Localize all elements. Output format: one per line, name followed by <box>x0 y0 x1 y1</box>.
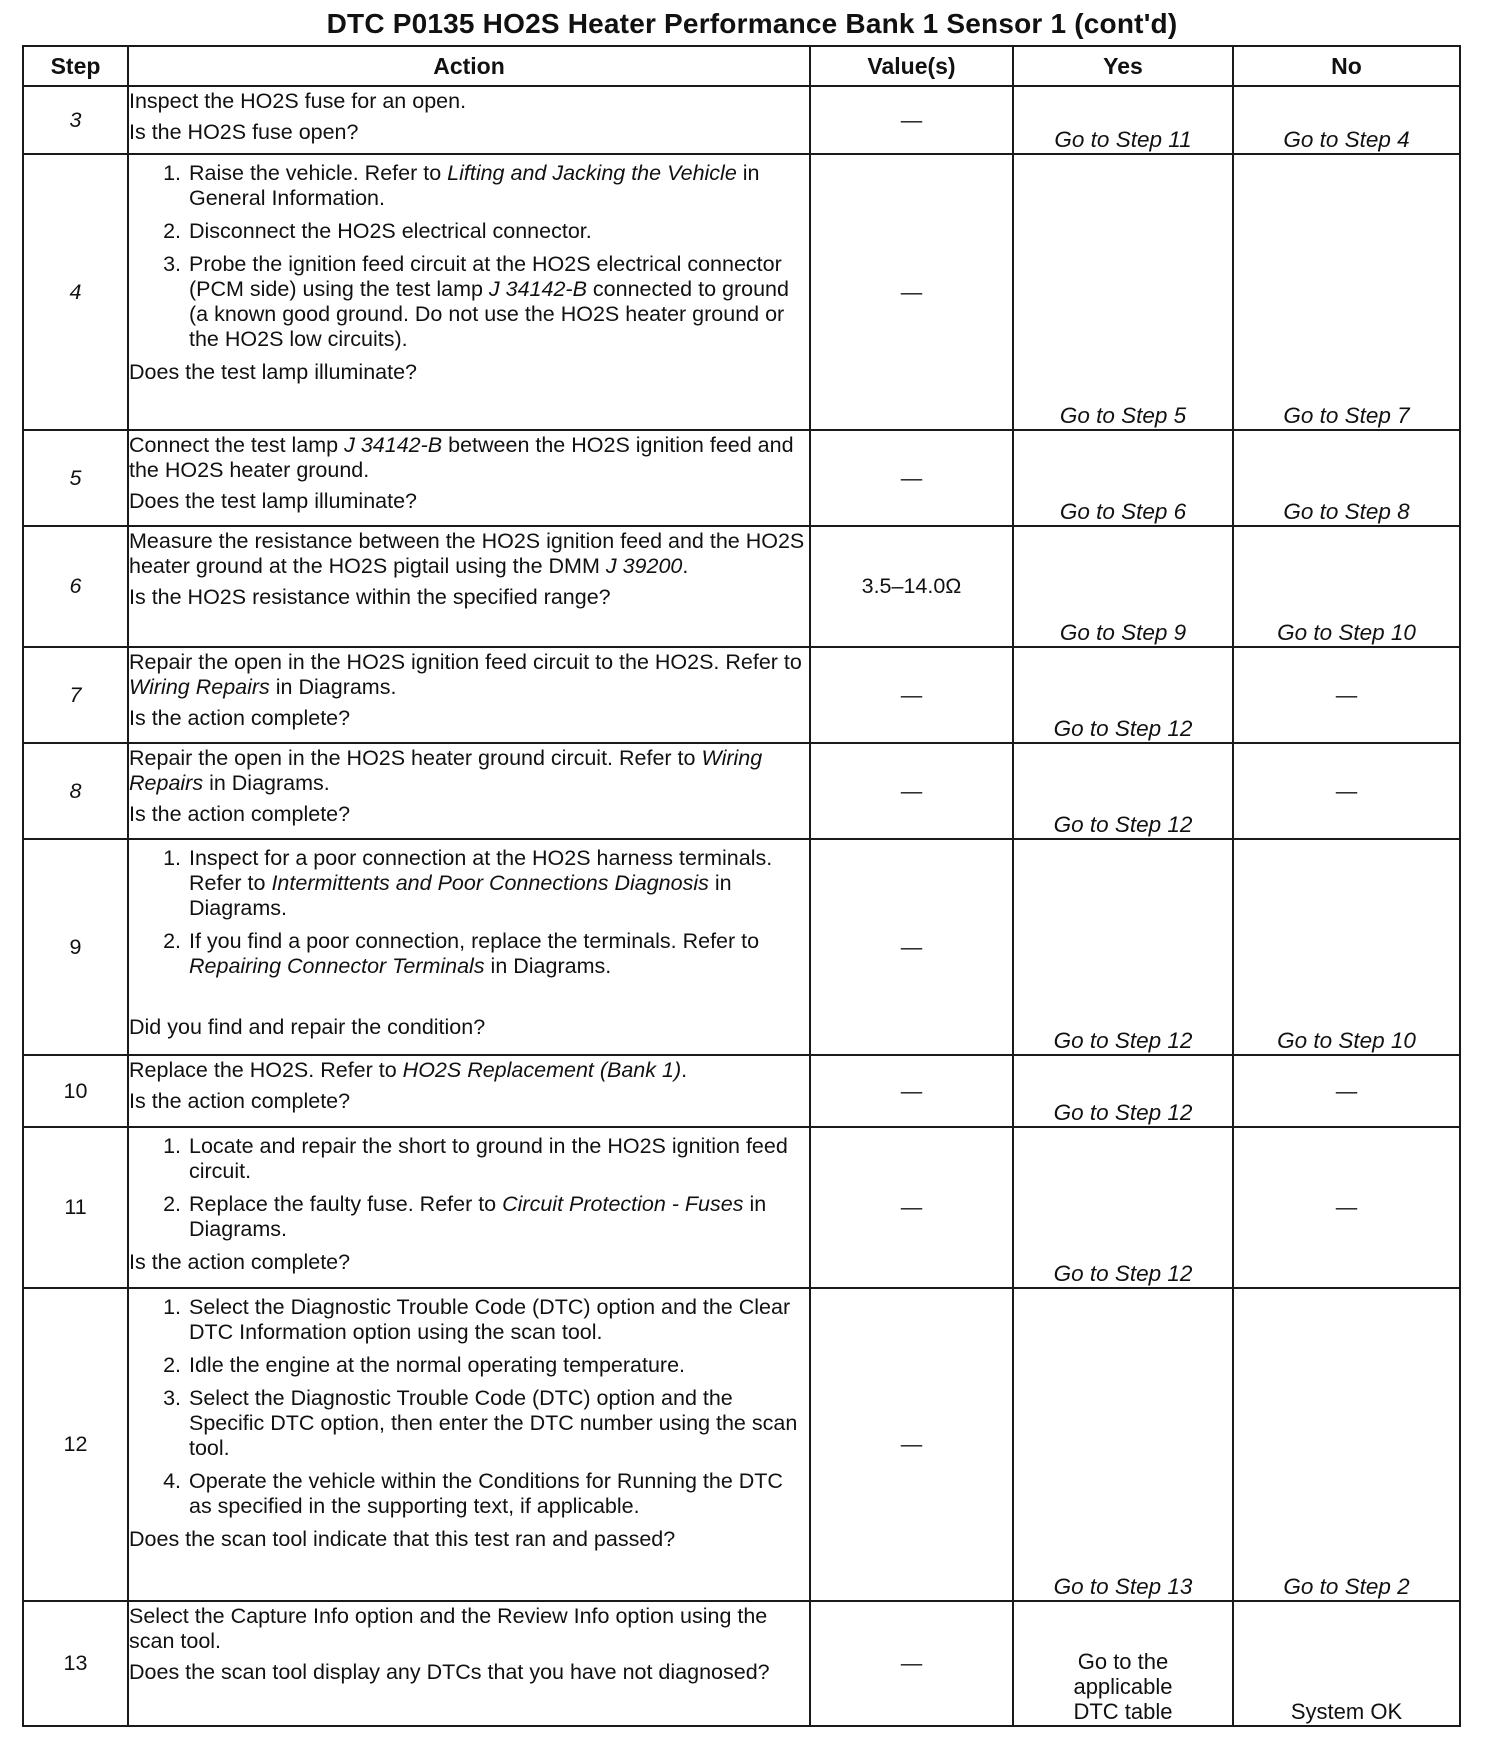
yes-cell <box>1013 86 1233 154</box>
list-item <box>187 252 809 352</box>
list-item <box>187 846 809 921</box>
diagnostic-table <box>22 45 1461 1727</box>
action-text: Idle the engine at the normal operating temperature. <box>189 1353 686 1377</box>
yes-cell <box>1013 1127 1233 1288</box>
tool-reference: J 39200 <box>605 554 683 578</box>
action-text: Repair the open in the HO2S ignition feed circuit to the HO2S. Refer to <box>129 650 802 674</box>
no-cell <box>1233 839 1460 1055</box>
step-number: 4 <box>23 154 128 430</box>
yes-cell <box>1013 647 1233 743</box>
action-cell <box>128 430 810 526</box>
yes-goto: Go to Step 12 <box>1053 1100 1193 1125</box>
yes-cell <box>1013 526 1233 647</box>
action-list <box>129 1134 809 1242</box>
action-text: Inspect the HO2S fuse for an open. <box>129 89 467 113</box>
table-row <box>23 1601 1460 1726</box>
step-number: 10 <box>23 1055 128 1127</box>
value-cell: — <box>810 1127 1013 1288</box>
action-text: Replace the HO2S. Refer to <box>129 1058 403 1082</box>
yes-goto: Go to Step 11 <box>1054 127 1192 152</box>
list-item <box>187 1353 809 1378</box>
table-row <box>23 743 1460 839</box>
step-number: 13 <box>23 1601 128 1726</box>
header-no: No <box>1233 46 1460 86</box>
no-cell: — <box>1233 1055 1460 1127</box>
action-text: Raise the vehicle. Refer to <box>189 161 448 185</box>
action-text: Select the Diagnostic Trouble Code (DTC) option and the Specific DTC option, then enter the DTC number using the scan tool. <box>189 1386 798 1460</box>
list-item <box>187 219 809 244</box>
no-cell <box>1233 154 1460 430</box>
reference-link: Lifting and Jacking the Vehicle <box>447 161 737 185</box>
yes-goto: Go to Step 12 <box>1053 716 1193 741</box>
action-question: Does the scan tool display any DTCs that you have not diagnosed? <box>129 1660 770 1684</box>
action-text: . <box>681 1058 688 1082</box>
no-cell <box>1233 86 1460 154</box>
step-number: 5 <box>23 430 128 526</box>
no-cell: — <box>1233 647 1460 743</box>
yes-goto: Go to Step 12 <box>1053 1028 1193 1053</box>
no-result: System OK <box>1290 1699 1403 1724</box>
header-yes: Yes <box>1013 46 1233 86</box>
action-text: If you find a poor connection, replace the terminals. Refer to <box>189 929 760 953</box>
action-text: Measure the resistance between the HO2S ignition feed and the HO2S heater ground at the HO2S pigtail using the DMM <box>129 529 805 578</box>
action-text: in General Information. <box>189 161 760 210</box>
action-list <box>129 161 809 352</box>
list-item <box>187 929 809 979</box>
list-item <box>187 1134 809 1184</box>
reference-link: Circuit Protection - Fuses <box>502 1192 744 1216</box>
table-row <box>23 1127 1460 1288</box>
header-action: Action <box>128 46 810 86</box>
table-row <box>23 154 1460 430</box>
action-question: Is the action complete? <box>129 1250 351 1274</box>
tool-reference: J 34142-B <box>488 277 587 301</box>
no-goto: Go to Step 10 <box>1277 1028 1416 1053</box>
reference-link: Intermittents and Poor Connections Diagnosis <box>271 871 709 895</box>
list-item <box>187 1192 809 1242</box>
value-cell: — <box>810 839 1013 1055</box>
action-cell <box>128 86 810 154</box>
step-number: 9 <box>23 839 128 1055</box>
action-cell <box>128 1055 810 1127</box>
yes-cell <box>1013 1601 1233 1726</box>
yes-cell <box>1013 743 1233 839</box>
action-text: Inspect for a poor connection at the HO2S harness terminals. Refer to <box>189 846 773 895</box>
action-cell <box>128 1127 810 1288</box>
action-question: Is the action complete? <box>129 706 351 730</box>
action-cell <box>128 839 810 1055</box>
yes-goto: Go to Step 6 <box>1059 499 1187 524</box>
list-item <box>187 161 809 211</box>
yes-goto: Go to Step 13 <box>1053 1574 1193 1599</box>
yes-cell <box>1013 430 1233 526</box>
action-text: in Diagrams. <box>269 675 397 699</box>
action-question: Does the test lamp illuminate? <box>129 489 418 513</box>
table-row <box>23 839 1460 1055</box>
no-cell <box>1233 430 1460 526</box>
yes-cell <box>1013 1055 1233 1127</box>
value-cell: — <box>810 430 1013 526</box>
action-question: Is the action complete? <box>129 802 351 826</box>
table-row <box>23 1288 1460 1601</box>
table-row <box>23 647 1460 743</box>
yes-cell <box>1013 839 1233 1055</box>
value-cell: — <box>810 647 1013 743</box>
action-text: Repair the open in the HO2S heater ground circuit. Refer to <box>129 746 702 770</box>
yes-goto: Go to Step 12 <box>1053 1261 1193 1286</box>
table-row <box>23 526 1460 647</box>
value-cell: 3.5–14.0Ω <box>810 526 1013 647</box>
action-text: . <box>682 554 689 578</box>
list-item <box>187 1469 809 1519</box>
yes-goto: Go to Step 9 <box>1059 620 1187 645</box>
action-text: Disconnect the HO2S electrical connector. <box>189 219 592 243</box>
action-text: between the HO2S ignition feed and the HO2S heater ground. <box>129 433 794 482</box>
action-text: in Diagrams. <box>189 1192 767 1241</box>
action-cell <box>128 743 810 839</box>
no-cell <box>1233 526 1460 647</box>
step-number: 8 <box>23 743 128 839</box>
no-cell: — <box>1233 743 1460 839</box>
yes-goto: Go to the applicable DTC table <box>1073 1649 1173 1724</box>
action-text: Connect the test lamp <box>129 433 345 457</box>
action-cell <box>128 154 810 430</box>
step-number: 7 <box>23 647 128 743</box>
header-step: Step <box>23 46 128 86</box>
yes-cell <box>1013 1288 1233 1601</box>
table-row <box>23 86 1460 154</box>
no-goto: Go to Step 4 <box>1283 127 1410 152</box>
table-row <box>23 430 1460 526</box>
step-number: 6 <box>23 526 128 647</box>
action-question: Is the action complete? <box>129 1089 351 1113</box>
action-text: Select the Capture Info option and the Review Info option using the scan tool. <box>129 1604 768 1653</box>
reference-link: Wiring Repairs <box>129 746 763 795</box>
action-question: Is the HO2S resistance within the specified range? <box>129 585 611 609</box>
list-item <box>187 1295 809 1345</box>
action-question: Is the HO2S fuse open? <box>129 120 359 144</box>
table-row <box>23 1055 1460 1127</box>
list-item <box>187 1386 809 1461</box>
action-text: in Diagrams. <box>203 771 330 795</box>
action-cell <box>128 1601 810 1726</box>
step-number: 12 <box>23 1288 128 1601</box>
value-cell: — <box>810 154 1013 430</box>
tool-reference: J 34142-B <box>344 433 443 457</box>
action-text: in Diagrams. <box>189 871 732 920</box>
value-cell: — <box>810 1601 1013 1726</box>
reference-link: HO2S Replacement (Bank 1) <box>402 1058 682 1082</box>
action-list <box>129 1295 809 1519</box>
action-text: in Diagrams. <box>484 954 612 978</box>
no-goto: Go to Step 10 <box>1277 620 1416 645</box>
value-cell: — <box>810 1055 1013 1127</box>
header-values: Value(s) <box>810 46 1013 86</box>
action-text: Replace the faulty fuse. Refer to <box>189 1192 503 1216</box>
action-text: Operate the vehicle within the Conditions for Running the DTC as specified in the supporting text, if applicable. <box>189 1469 783 1518</box>
action-cell <box>128 526 810 647</box>
no-goto: Go to Step 2 <box>1283 1574 1410 1599</box>
action-list <box>129 846 809 979</box>
action-text: Probe the ignition feed circuit at the HO2S electrical connector (PCM side) using the test lamp <box>189 252 782 301</box>
action-text: connected to ground (a known good ground. Do not use the HO2S heater ground or the HO2S low circuits). <box>189 277 789 351</box>
reference-link: Repairing Connector Terminals <box>189 954 485 978</box>
reference-link: Wiring Repairs <box>129 675 270 699</box>
action-text: Select the Diagnostic Trouble Code (DTC) option and the Clear DTC Information option using the scan tool. <box>189 1295 791 1344</box>
action-question: Did you find and repair the condition? <box>129 1015 486 1039</box>
step-number: 3 <box>23 86 128 154</box>
action-question: Does the scan tool indicate that this test ran and passed? <box>129 1527 676 1551</box>
value-cell: — <box>810 743 1013 839</box>
no-goto: Go to Step 8 <box>1283 499 1410 524</box>
action-cell <box>128 1288 810 1601</box>
no-cell <box>1233 1288 1460 1601</box>
no-cell: — <box>1233 1127 1460 1288</box>
action-text: Locate and repair the short to ground in the HO2S ignition feed circuit. <box>189 1134 788 1183</box>
header-row <box>23 46 1460 86</box>
step-number: 11 <box>23 1127 128 1288</box>
no-cell <box>1233 1601 1460 1726</box>
no-goto: Go to Step 7 <box>1283 403 1410 428</box>
action-question: Does the test lamp illuminate? <box>129 360 418 384</box>
page-title: DTC P0135 HO2S Heater Performance Bank 1 Sensor 1 (cont'd) <box>326 8 1178 39</box>
yes-cell <box>1013 154 1233 430</box>
yes-goto: Go to Step 12 <box>1053 812 1193 837</box>
value-cell: — <box>810 1288 1013 1601</box>
yes-goto: Go to Step 5 <box>1059 403 1187 428</box>
action-cell <box>128 647 810 743</box>
value-cell: — <box>810 86 1013 154</box>
